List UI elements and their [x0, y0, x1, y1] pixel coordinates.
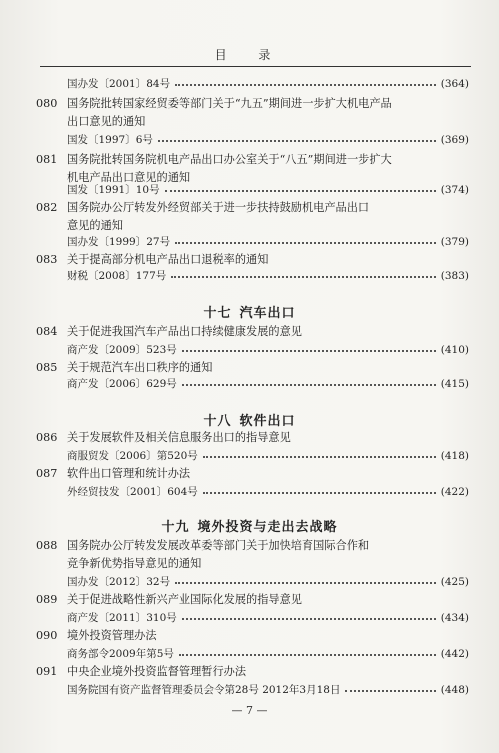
doc-code: 国办发〔1999〕27号	[67, 236, 171, 248]
toc-entry-cont	[0, 114, 499, 130]
toc-doc-line	[0, 342, 499, 358]
entry-number: 084	[36, 325, 58, 338]
dot-leader	[345, 690, 435, 692]
toc-doc-line	[0, 76, 499, 92]
doc-code: 财税〔2008〕177号	[67, 270, 167, 282]
page-ref: (434)	[440, 612, 469, 624]
entry-number: 085	[36, 361, 58, 374]
page-ref: (415)	[440, 378, 469, 390]
entry-number: 086	[36, 431, 58, 444]
toc-entry[interactable]	[0, 664, 499, 680]
section-title: 境外投资与走出去战略	[197, 520, 338, 535]
toc-entry[interactable]	[0, 200, 499, 216]
section-title: 汽车出口	[239, 306, 296, 321]
doc-code: 国办发〔2001〕84号	[67, 78, 171, 90]
dot-leader	[182, 618, 436, 620]
toc-entry[interactable]	[0, 324, 499, 340]
entry-title: 国务院办公厅转发外经贸部关于进一步扶持鼓励机电产品出口	[67, 201, 370, 214]
doc-code: 外经贸技发〔2001〕604号	[67, 486, 198, 498]
entry-title: 关于提高部分机电产品出口退税率的通知	[67, 253, 269, 266]
entry-title: 国务院办公厅转发发展改革委等部门关于加快培育国际合作和	[67, 539, 370, 552]
toc-entry[interactable]	[0, 592, 499, 608]
toc-doc-line	[0, 646, 499, 662]
dot-leader	[179, 654, 436, 656]
section-title: 软件出口	[239, 414, 296, 429]
entry-number: 082	[36, 201, 58, 214]
running-title: 目 录	[214, 48, 285, 62]
entry-title: 国务院批转国务院机电产品出口办公室关于“八五”期间进一步扩大	[67, 153, 392, 166]
toc-doc-line	[0, 448, 499, 464]
toc-doc-line	[0, 132, 499, 148]
toc-doc-line	[0, 376, 499, 392]
toc-doc-line	[0, 182, 499, 198]
page-ref: (410)	[440, 344, 469, 356]
toc-doc-line	[0, 610, 499, 626]
section-heading[interactable]	[0, 302, 499, 321]
entry-title: 关于发展软件及相关信息服务出口的指导意见	[67, 431, 291, 444]
toc-doc-line	[0, 234, 499, 250]
entry-title: 出口意见的通知	[67, 115, 146, 128]
toc-entry-cont	[0, 556, 499, 572]
entry-number: 089	[36, 593, 58, 606]
page-number: — 7 —	[231, 704, 268, 717]
toc-entry[interactable]	[0, 628, 499, 644]
entry-title: 关于促进我国汽车产品出口持续健康发展的意见	[67, 325, 302, 338]
toc-doc-line	[0, 682, 499, 698]
dot-leader	[175, 242, 436, 244]
doc-code: 商产发〔2009〕523号	[67, 344, 177, 356]
page-ref: (418)	[440, 450, 469, 462]
entry-title: 意见的通知	[67, 219, 123, 232]
doc-code: 国务院国有资产监督管理委员会令第28号 2012年3月18日	[67, 684, 341, 696]
dot-leader	[182, 350, 436, 352]
entry-number: 090	[36, 629, 58, 642]
page-ref: (379)	[440, 236, 469, 248]
toc-entry-cont	[0, 218, 499, 234]
toc-entry[interactable]	[0, 430, 499, 446]
dot-leader	[165, 190, 436, 192]
toc-entry[interactable]	[0, 538, 499, 554]
entry-title: 机电产品出口意见的通知	[67, 171, 191, 184]
page-ref: (448)	[440, 684, 469, 696]
dot-leader	[203, 492, 436, 494]
entry-title: 中央企业境外投资监督管理暂行办法	[67, 665, 247, 678]
header-rule	[40, 66, 471, 67]
page-ref: (425)	[440, 576, 469, 588]
section-number: 十八	[203, 414, 232, 429]
page-ref: (364)	[440, 78, 469, 90]
doc-code: 国发〔1997〕6号	[67, 134, 153, 146]
page-ref: (374)	[440, 184, 469, 196]
doc-code: 国办发〔2012〕32号	[67, 576, 171, 588]
section-number: 十七	[203, 306, 232, 321]
entry-title: 境外投资管理办法	[67, 629, 157, 642]
dot-leader	[175, 582, 436, 584]
toc-entry[interactable]	[0, 252, 499, 268]
section-heading[interactable]	[0, 516, 499, 535]
page-ref: (369)	[440, 134, 469, 146]
entry-title: 竞争新优势指导意见的通知	[67, 557, 202, 570]
dot-leader	[158, 140, 436, 142]
entry-number: 081	[36, 153, 58, 166]
section-heading[interactable]	[0, 410, 499, 429]
toc-entry[interactable]	[0, 96, 499, 112]
toc-doc-line	[0, 574, 499, 590]
dot-leader	[175, 84, 436, 86]
entry-number: 087	[36, 467, 58, 480]
toc-doc-line	[0, 484, 499, 500]
doc-code: 国发〔1991〕10号	[67, 184, 160, 196]
doc-code: 商产发〔2011〕310号	[67, 612, 177, 624]
dot-leader	[171, 276, 436, 278]
entry-number: 091	[36, 665, 58, 678]
toc-entry[interactable]	[0, 152, 499, 168]
dot-leader	[182, 384, 436, 386]
doc-code: 商产发〔2006〕629号	[67, 378, 177, 390]
entry-title: 关于规范汽车出口秩序的通知	[67, 361, 213, 374]
toc-entry[interactable]	[0, 466, 499, 482]
doc-code: 商服贸发〔2006〕第520号	[67, 450, 198, 462]
entry-title: 软件出口管理和统计办法	[67, 467, 191, 480]
entry-number: 088	[36, 539, 58, 552]
page-ref: (383)	[440, 270, 469, 282]
entry-number: 083	[36, 253, 58, 266]
section-number: 十九	[161, 520, 190, 535]
doc-code: 商务部令2009年第5号	[67, 648, 174, 660]
entry-title: 国务院批转国家经贸委等部门关于“九五”期间进一步扩大机电产品	[67, 97, 392, 110]
dot-leader	[203, 456, 436, 458]
entry-number: 080	[36, 97, 58, 110]
toc-doc-line	[0, 268, 499, 284]
toc-entry[interactable]	[0, 360, 499, 376]
entry-title: 关于促进战略性新兴产业国际化发展的指导意见	[67, 593, 302, 606]
page-ref: (442)	[440, 648, 469, 660]
page-ref: (422)	[440, 486, 469, 498]
